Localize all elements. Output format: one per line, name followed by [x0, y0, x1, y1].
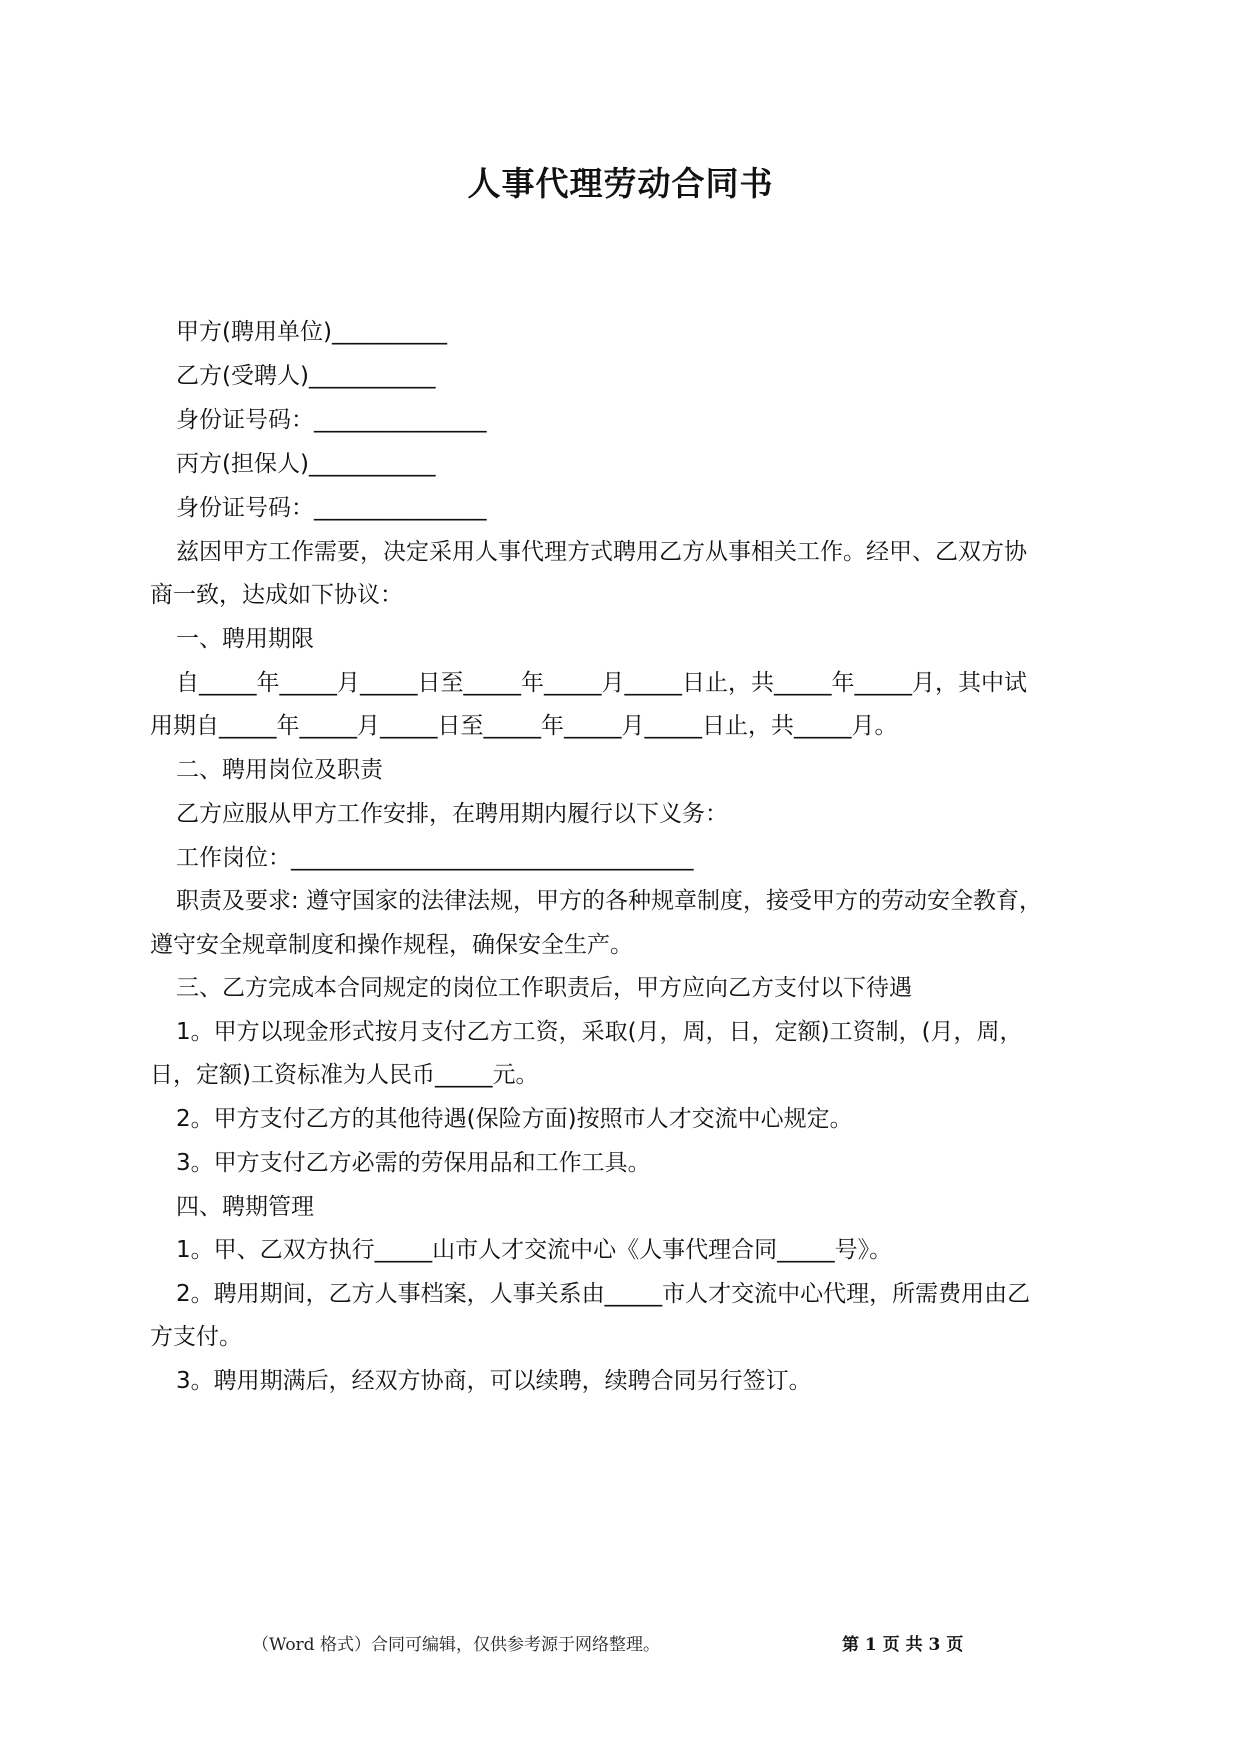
document-title: 人事代理劳动合同书: [467, 164, 774, 203]
position-line: 工作岗位：___________________________________: [176, 845, 694, 871]
mgmt-item-3: 3。聘用期满后，经双方协商，可以续聘，续聘合同另行签订。: [176, 1368, 812, 1394]
term-line-1: 自_____年_____月_____日至_____年_____月_____日止，共_____年_____月，其中试: [176, 670, 1027, 696]
mgmt-item-2-line-1: 2。聘用期间，乙方人事档案，人事关系由_____市人才交流中心代理，所需费用由乙: [176, 1281, 1031, 1307]
mgmt-item-2-line-2: 方支付。: [150, 1324, 242, 1350]
party-c-id-line: 身份证号码：_______________: [176, 495, 487, 521]
section-1-heading: 一、聘用期限: [176, 626, 314, 652]
pay-item-1-line-2: 日，定额)工资标准为人民币_____元。: [150, 1062, 539, 1088]
pay-item-1-line-1: 1。甲方以现金形式按月支付乙方工资，采取(月，周，日，定额)工资制，(月，周，: [176, 1019, 1023, 1045]
section-3-heading: 三、乙方完成本合同规定的岗位工作职责后，甲方应向乙方支付以下待遇: [176, 975, 912, 1001]
party-b-id-line: 身份证号码：_______________: [176, 407, 487, 433]
preamble-line-1: 兹因甲方工作需要，决定采用人事代理方式聘用乙方从事相关工作。经甲、乙双方协: [176, 539, 1027, 565]
footer-note: （Word 格式）合同可编辑，仅供参考源于网络整理。: [252, 1635, 660, 1655]
pay-item-3: 3。甲方支付乙方必需的劳保用品和工作工具。: [176, 1150, 651, 1176]
section-4-heading: 四、聘期管理: [176, 1194, 314, 1220]
preamble-line-2: 商一致，达成如下协议：: [150, 582, 403, 608]
duties-line-2: 遵守安全规章制度和操作规程，确保安全生产。: [150, 932, 633, 958]
term-line-2: 用期自_____年_____月_____日至_____年_____月_____日止，共_____月。: [150, 713, 898, 739]
mgmt-item-1: 1。甲、乙双方执行_____山市人才交流中心《人事代理合同_____号》。: [176, 1237, 893, 1263]
duty-intro-line: 乙方应服从甲方工作安排，在聘用期内履行以下义务：: [176, 801, 728, 827]
party-c-line: 丙方(担保人)___________: [176, 451, 436, 477]
party-a-line: 甲方(聘用单位)__________: [176, 319, 447, 345]
pay-item-2: 2。甲方支付乙方的其他待遇(保险方面)按照市人才交流中心规定。: [176, 1106, 853, 1132]
duties-line-1: 职责及要求: 遵守国家的法律法规，甲方的各种规章制度，接受甲方的劳动安全教育，: [176, 888, 1043, 914]
party-b-line: 乙方(受聘人)___________: [176, 363, 436, 389]
section-2-heading: 二、聘用岗位及职责: [176, 757, 383, 783]
page-indicator: 第 1 页 共 3 页: [842, 1635, 964, 1655]
